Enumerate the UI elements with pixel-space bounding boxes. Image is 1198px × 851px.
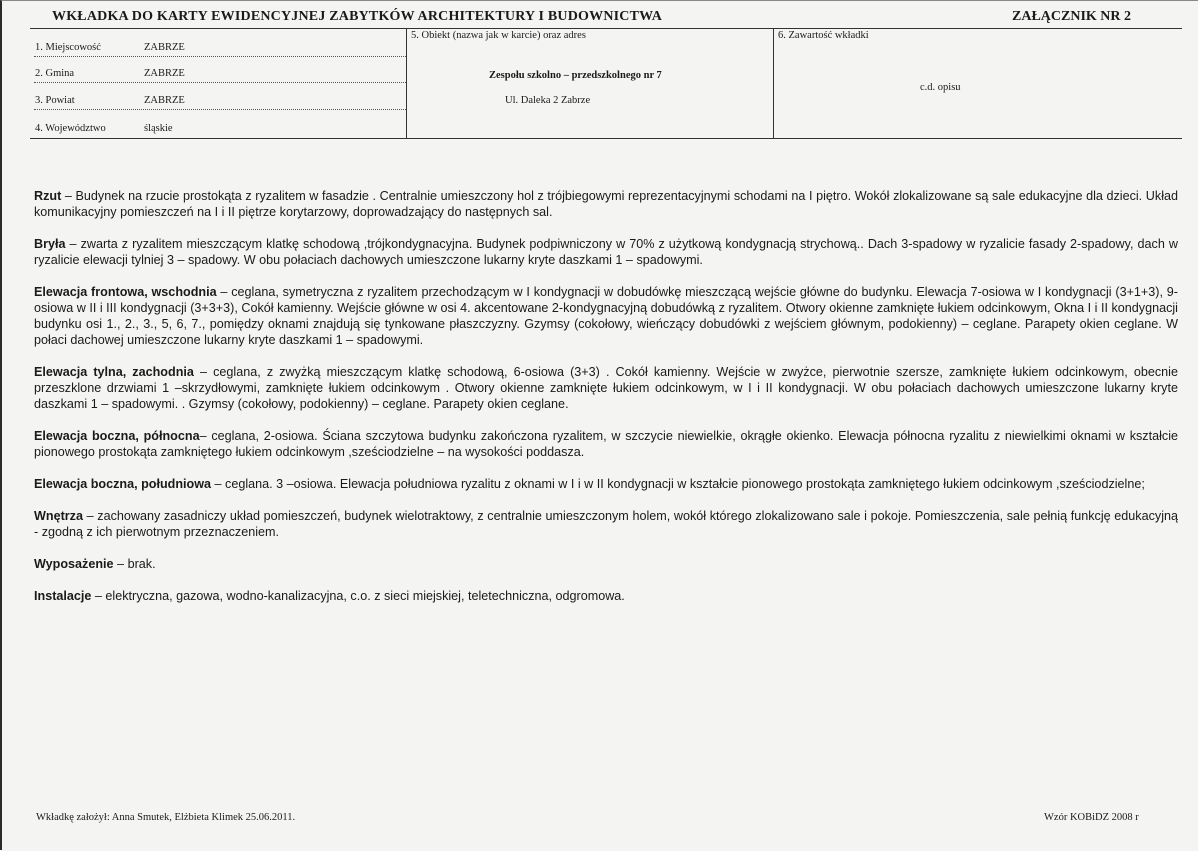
description-body	[34, 188, 1178, 620]
column-divider-1	[406, 28, 407, 138]
annex-label: ZAŁĄCZNIK NR 2	[1012, 9, 1132, 24]
object-address: Ul. Daleka 2 Zabrze	[505, 95, 591, 106]
contents-label: 6. Zawartość wkładki	[778, 30, 869, 41]
section-heading: Elewacja boczna, południowa	[34, 477, 212, 491]
section-text: – Budynek na rzucie prostokąta z ryzalitem w fasadzie . Centralnie umieszczony hol z trójbiegowymi reprezentacyjnymi schodami na I piętro. Wokół zlokalizowane są sale edukacyjne dla dzieci. Układ komunikacyjny pomieszczeń na I i II piętrze korytarzowy, doprowadzający do następnych sal.	[34, 189, 1178, 219]
section-heading: Rzut	[34, 189, 62, 203]
voivodeship-value: śląskie	[144, 123, 173, 134]
locality-label: 1. Miejscowość	[35, 42, 101, 53]
section-text: – ceglana, z zwyżką mieszczącym klatkę schodową, 6-osiowa (3+3) . Cokół kamienny. Wejście w zwyżce, pierwotnie szersze, zamknięte łukiem odcinkowym, obecnie przeszklone drzwiami 1 –skrzydłowymi, zamknięte łukiem odcinkowym . Otwory okienne zamknięte łukiem odcinkowym, w I i II kondygnacji. W obu połaciach dachowych umieszczone lukarny kryte daszkami 1 – spadowymi. . Gzymsy (cokołowy, podokienny) – ceglane. Parapety okien ceglane.	[34, 365, 1178, 411]
section-text: – ceglana. 3 –osiowa. Elewacja południowa ryzalitu z oknami w I i w II kondygnacji w kształcie pionowego prostokąta zamkniętego łukiem odcinkowym ,sześciodzielne;	[211, 477, 1145, 491]
section-heading: Instalacje	[34, 589, 92, 603]
section-heading: Elewacja frontowa, wschodnia	[34, 285, 217, 299]
section-heading: Elewacja boczna, północna	[34, 429, 200, 443]
section-heading: Wyposażenie	[34, 557, 114, 571]
section-bryla	[34, 236, 1178, 268]
header-bottom-rule	[30, 138, 1182, 139]
section-elewacja-tylna	[34, 364, 1178, 412]
section-text: – ceglana, symetryczna z ryzalitem przechodzącym w I kondygnacji w dobudówkę mieszczącą wejście główne do budynku. Elewacja 7-osiowa w I kondygnacji (3+1+3), 9-osiowa w II i III kondygnacji (3+3+3), Cokół kamienny. Wejście główne w osi 4. akcentowane 2-kondygnacyjną dobudówką z ryzalitem. Otwory okienne zamknięte łukiem odcinkowym, Okna I i II kondygnacji budynku osi 1., 2., 3., 5, 6, 7., pomiędzy oknami znajdują się tynkowane płaszczyzny. Gzymsy (cokołowy, wieńczący dobudówki z wejściem głównym, podokienny) – ceglane. Parapety okien ceglane. W połaci dachowej umieszczone lukarny kryte daszkami 1 – spadowymi.	[34, 285, 1178, 347]
locality-dotline	[34, 56, 406, 57]
section-heading: Wnętrza	[34, 509, 83, 523]
section-wnetrza	[34, 508, 1178, 540]
section-text: – ceglana, 2-osiowa. Ściana szczytowa budynku zakończona ryzalitem, w szczycie niewielkie, okrągłe okienko. Elewacja północna ryzalitu z niewielkimi oknami w kształcie pionowego prostokąta zamkniętego łukiem odcinkowym ,sześciodzielne – na wysokości poddasza.	[34, 429, 1179, 459]
author-footer: Wkładkę założył: Anna Smutek, Elżbieta Klimek 25.06.2011.	[36, 812, 296, 823]
section-rzut	[34, 188, 1178, 220]
object-name: Zespołu szkolno – przedszkolnego nr 7	[489, 70, 662, 81]
contents-value: c.d. opisu	[920, 82, 961, 93]
section-text: – brak.	[113, 557, 156, 571]
template-footer: Wzór KOBiDZ 2008 r	[1044, 812, 1139, 823]
column-divider-2	[773, 28, 774, 138]
section-wyposazenie	[34, 556, 1178, 572]
section-text: – zwarta z ryzalitem mieszczącym klatkę schodową ,trójkondygnacyjna. Budynek podpiwniczony w 70% z użytkową kondygnacją strychową.. Dach 3-spadowy w ryzalicie fasady 2-spadowy, dach w ryzalicie elewacji tylniej 3 – spadowy. W obu połaciach dachowych umieszczone lukarny kryte daszkami 1 – spadowymi.	[34, 237, 1178, 267]
section-text: – zachowany zasadniczy układ pomieszczeń, budynek wielotraktowy, z centralnie umieszczonym holem, wokół którego zlokalizowano sale i pokoje. Pomieszczenia, sale pełnią funkcję edukacyjną - zgodną z ich pierwotnym przeznaczeniem.	[34, 509, 1178, 539]
section-elewacja-poludniowa	[34, 476, 1178, 492]
document-title: WKŁADKA DO KARTY EWIDENCYJNEJ ZABYTKÓW ARCHITEKTURY I BUDOWNICTWA	[52, 9, 663, 24]
section-elewacja-polnocna	[34, 428, 1178, 460]
object-label: 5. Obiekt (nazwa jak w karcie) oraz adres	[411, 30, 586, 41]
commune-label: 2. Gmina	[35, 68, 75, 79]
section-heading: Bryła	[34, 237, 66, 251]
section-elewacja-frontowa	[34, 284, 1178, 348]
section-text: – elektryczna, gazowa, wodno-kanalizacyjna, c.o. z sieci miejskiej, teletechniczna, odgromowa.	[91, 589, 625, 603]
county-value: ZABRZE	[144, 95, 185, 106]
commune-value: ZABRZE	[144, 68, 185, 79]
header-top-rule	[30, 28, 1182, 29]
county-dotline	[34, 109, 406, 110]
county-label: 3. Powiat	[35, 95, 75, 106]
commune-dotline	[34, 82, 406, 83]
voivodeship-label: 4. Województwo	[35, 123, 106, 134]
section-instalacje	[34, 588, 1178, 604]
locality-value: ZABRZE	[144, 42, 185, 53]
section-heading: Elewacja tylna, zachodnia	[34, 365, 194, 379]
